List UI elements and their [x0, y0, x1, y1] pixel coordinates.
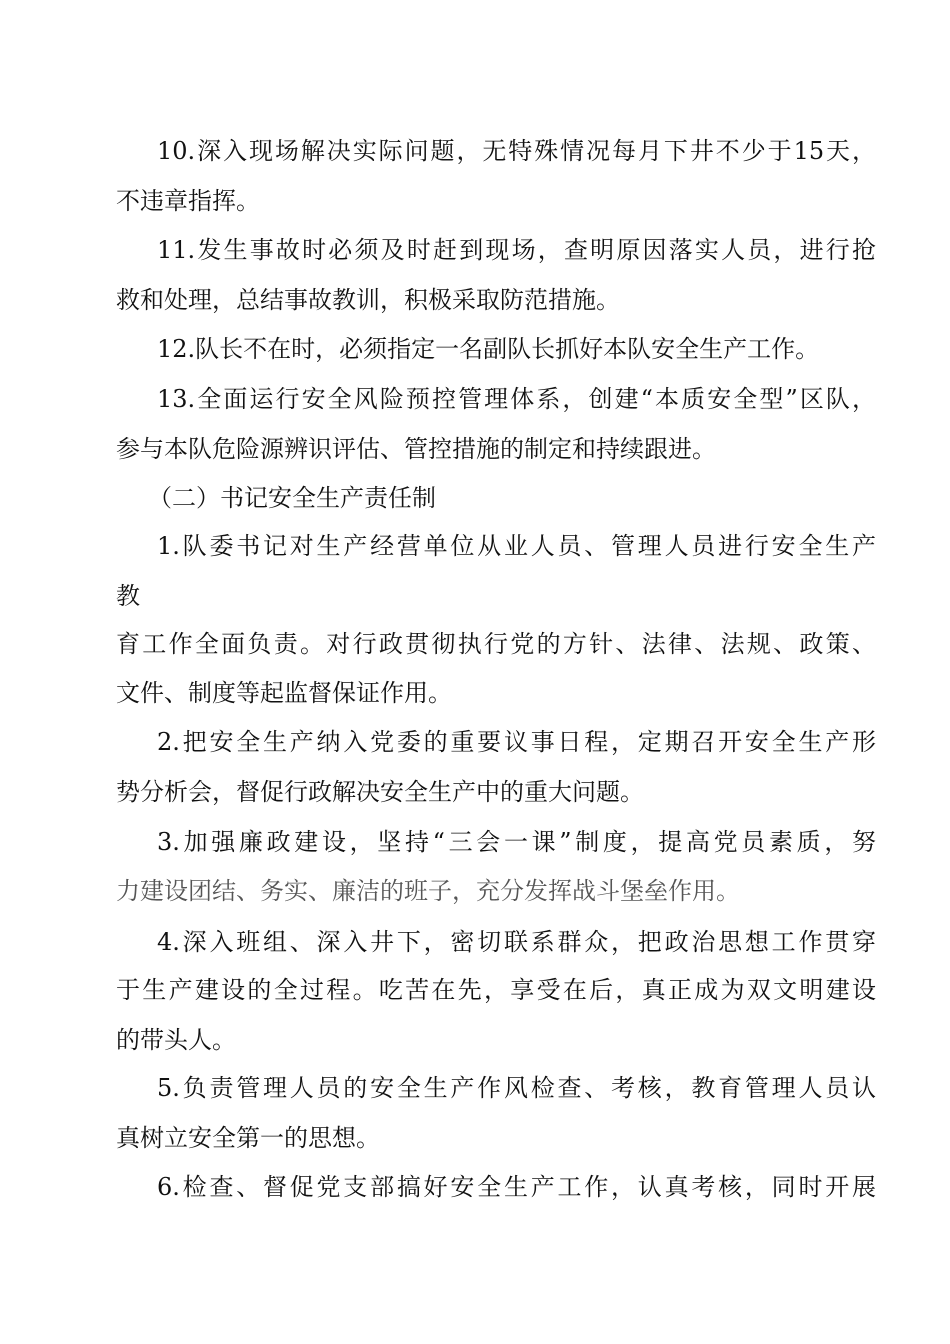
- text-line: 4.深入班组、深入井下，密切联系群众，把政治思想工作贯穿: [157, 928, 876, 956]
- text-line: 6.检查、督促党支部搞好安全生产工作，认真考核，同时开展: [157, 1173, 876, 1201]
- text-line: 参与本队危险源辨识评估、管控措施的制定和持续跟进。: [116, 435, 716, 463]
- text-line: 势分析会，督促行政解决安全生产中的重大问题。: [116, 778, 644, 806]
- text-line: 11.发生事故时必须及时赶到现场，查明原因落实人员，进行抢: [157, 236, 876, 264]
- text-line: 育工作全面负责。对行政贯彻执行党的方针、法律、法规、政策、: [116, 630, 876, 658]
- text-line: 5.负责管理人员的安全生产作风检查、考核，教育管理人员认: [157, 1074, 876, 1102]
- text-line: 文件、制度等起监督保证作用。: [116, 679, 452, 707]
- text-line: 1.队委书记对生产经营单位从业人员、管理人员进行安全生产: [157, 532, 876, 560]
- text-line: 13.全面运行安全风险预控管理体系，创建“本质安全型”区队，: [157, 385, 876, 413]
- text-line: 救和处理，总结事故教训，积极采取防范措施。: [116, 286, 620, 314]
- section-heading: （二）书记安全生产责任制: [148, 484, 436, 512]
- text-line: 教: [116, 582, 140, 610]
- text-line: 12.队长不在时，必须指定一名副队长抓好本队安全生产工作。: [157, 335, 820, 363]
- text-line: 3.加强廉政建设，坚持“三会一课”制度，提高党员素质，努: [157, 828, 876, 856]
- text-line: 真树立安全第一的思想。: [116, 1124, 380, 1152]
- text-line: 力建设团结、务实、廉洁的班子，充分发挥战斗堡垒作用。: [116, 877, 740, 905]
- text-line: 10.深入现场解决实际问题，无特殊情况每月下井不少于15天，: [157, 137, 876, 165]
- text-line: 的带头人。: [116, 1026, 236, 1054]
- text-line: 于生产建设的全过程。吃苦在先，享受在后，真正成为双文明建设: [116, 976, 876, 1004]
- text-line: 2.把安全生产纳入党委的重要议事日程，定期召开安全生产形: [157, 728, 876, 756]
- text-line: 不违章指挥。: [116, 187, 260, 215]
